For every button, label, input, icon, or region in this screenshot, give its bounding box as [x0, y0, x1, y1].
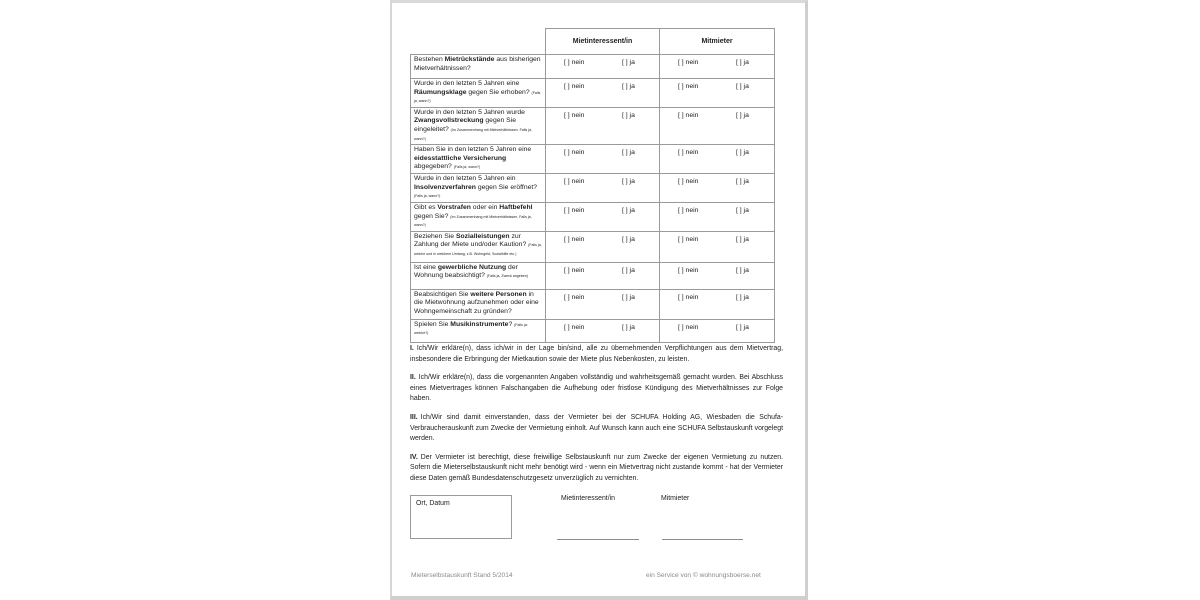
checkbox-no-applicant[interactable]: [ ] nein: [564, 59, 585, 66]
question-keyword: eidesstattliche Versicherung: [414, 154, 507, 162]
question-note: (Im Zusammenhang mit Mietverhältnissen. Falls ja, wann?): [414, 214, 532, 228]
question-note: (Falls ja, wann?): [414, 194, 441, 199]
answer-cell-applicant: [546, 174, 660, 203]
checkbox-no-co-tenant[interactable]: [ ] nein: [678, 83, 699, 90]
question-fragment: Ist eine: [414, 263, 438, 271]
answer-cell-applicant: [546, 55, 660, 79]
place-date-label: Ort, Datum: [416, 500, 450, 507]
question-note: (Falls ja: welche?): [414, 322, 528, 336]
question-keyword: Zwangsvollstreckung: [414, 117, 484, 125]
checkbox-yes-co-tenant[interactable]: [ ] ja: [736, 293, 749, 301]
checkbox-yes-applicant[interactable]: [ ] ja: [622, 59, 635, 66]
checkbox-yes-applicant[interactable]: [ ] ja: [622, 149, 635, 157]
checkbox-no-co-tenant[interactable]: [ ] nein: [678, 149, 699, 157]
table-row: [411, 262, 775, 289]
question-text: [411, 319, 546, 342]
checkbox-yes-applicant[interactable]: [ ] ja: [622, 178, 635, 186]
question-fragment: Wurde in den letzten 5 Jahren eine: [414, 80, 520, 87]
column-header-applicant: Mietinteressent/in: [546, 29, 660, 55]
checkbox-yes-applicant[interactable]: [ ] ja: [622, 293, 635, 301]
declaration-text: Ich/Wir erkläre(n), dass die vorgenannten Angaben vollständig und wahrheitsgemäß gemacht wurden. Bei Abschluss eines Mietvertrages können Falschangaben die Aufhebung oder fristlose Kündigung des Mietverhältnisses zur Folge haben.: [410, 374, 783, 403]
declaration-number: I.: [410, 345, 414, 352]
checkbox-no-applicant[interactable]: [ ] nein: [564, 178, 585, 186]
checkbox-yes-co-tenant[interactable]: [ ] ja: [736, 178, 749, 186]
answer-cell-applicant: [546, 289, 660, 319]
question-fragment: zur Zahlung der Miete und/oder Kaution?: [414, 232, 527, 249]
table-row: [411, 319, 775, 342]
question-fragment: gegen Sie erhoben?: [466, 88, 530, 96]
checkbox-no-co-tenant[interactable]: [ ] nein: [678, 266, 699, 274]
checkbox-yes-co-tenant[interactable]: [ ] ja: [736, 59, 749, 66]
answer-cell-applicant: [546, 107, 660, 144]
question-note: (Falls ja, Zweck angeben): [486, 274, 528, 279]
question-fragment: gegen Sie eröffnet?: [475, 183, 538, 191]
question-keyword: Räumungsklage: [414, 88, 467, 96]
question-fragment: Beabsichtigen Sie: [414, 290, 471, 298]
answer-cell-co-tenant: [660, 107, 775, 144]
footer-version: Mieterselbstauskunft Stand 5/2014: [411, 572, 513, 579]
declaration-item: [410, 453, 783, 485]
tenant-questionnaire-table: [410, 28, 775, 343]
checkbox-yes-applicant[interactable]: [ ] ja: [622, 111, 635, 119]
checkbox-no-co-tenant[interactable]: [ ] nein: [678, 293, 699, 301]
checkbox-no-applicant[interactable]: [ ] nein: [564, 149, 585, 157]
answer-cell-applicant: [546, 319, 660, 342]
question-fragment: Spielen Sie: [414, 320, 451, 328]
question-fragment: Gibt es: [414, 203, 438, 211]
question-text: [411, 262, 546, 289]
applicant-signature-line[interactable]: [557, 539, 639, 540]
answer-cell-applicant: [546, 262, 660, 289]
checkbox-no-co-tenant[interactable]: [ ] nein: [678, 323, 699, 331]
answer-cell-co-tenant: [660, 55, 775, 79]
question-fragment: gegen Sie eingeleitet?: [414, 117, 517, 133]
declarations: [410, 344, 783, 493]
declaration-text: Ich/Wir sind damit einverstanden, dass der Vermieter bei der SCHUFA Holding AG, Wiesbaden die Schufa-Verbraucherauskunft zum Zwecke der Vermietung einholt. Auf Wunsch kann auch eine SCHUFA Selbstauskunft vorgelegt werden.: [410, 413, 783, 443]
table-row: [411, 174, 775, 203]
table-header-row: [411, 29, 775, 55]
question-text: [411, 145, 546, 174]
table-row: [411, 79, 775, 108]
question-note: (Im Zusammenhang mit Mietverhältnissen. Falls ja, wann?): [414, 127, 532, 141]
declaration-number: III.: [410, 413, 418, 421]
checkbox-no-applicant[interactable]: [ ] nein: [564, 206, 585, 214]
declaration-item: [410, 413, 783, 445]
checkbox-no-co-tenant[interactable]: [ ] nein: [678, 235, 699, 243]
question-fragment: ?: [508, 320, 513, 328]
declaration-number: IV.: [410, 453, 418, 461]
checkbox-yes-applicant[interactable]: [ ] ja: [622, 235, 635, 243]
checkbox-yes-co-tenant[interactable]: [ ] ja: [736, 206, 749, 214]
question-fragment: in die Mietwohnung aufzunehmen oder eine Wohngemeinschaft zu gründen?: [414, 290, 539, 315]
declaration-text: Der Vermieter ist berechtigt, diese freiwillige Selbstauskunft nur zum Zwecke der eigenen Vermietung zu nutzen. Sofern die Mieterselbstauskunft nicht mehr benötigt wird - wenn ein Mietvertrag nicht zustande kommt - hat der Vermieter diese Daten gemäß Bundesdatenschutzgesetz unverzüglich zu vernichten.: [410, 453, 783, 482]
checkbox-yes-applicant[interactable]: [ ] ja: [622, 266, 635, 274]
question-keyword: Mietrückstände: [444, 56, 495, 63]
table-row: [411, 202, 775, 231]
question-keyword: Haftbefehl: [499, 203, 533, 211]
checkbox-yes-applicant[interactable]: [ ] ja: [622, 323, 635, 331]
co-tenant-signature-line[interactable]: [662, 539, 743, 540]
question-fragment: aus bisherigen Mietverhältnissen?: [414, 56, 541, 72]
answer-cell-applicant: [546, 231, 660, 262]
question-keyword: Vorstrafen: [437, 203, 471, 211]
declaration-item: [410, 373, 783, 405]
co-tenant-signature-label: Mitmieter: [661, 495, 690, 502]
checkbox-no-applicant[interactable]: [ ] nein: [564, 235, 585, 243]
answer-cell-co-tenant: [660, 262, 775, 289]
question-text: [411, 289, 546, 319]
declaration-number: II.: [410, 374, 416, 382]
checkbox-yes-co-tenant[interactable]: [ ] ja: [736, 323, 749, 331]
checkbox-no-applicant[interactable]: [ ] nein: [564, 111, 585, 119]
question-fragment: gegen Sie?: [414, 212, 449, 220]
checkbox-yes-co-tenant[interactable]: [ ] ja: [736, 235, 749, 243]
question-text: [411, 107, 546, 144]
header-empty-cell: [411, 29, 546, 55]
applicant-signature-label: Mietinteressent/in: [561, 495, 616, 502]
checkbox-yes-co-tenant[interactable]: [ ] ja: [736, 149, 749, 157]
question-note: (Falls ja, welche und in welchem Umfang, z.B. Wohngeld, Sozialhilfe etc.): [414, 243, 542, 256]
checkbox-no-co-tenant[interactable]: [ ] nein: [678, 178, 699, 186]
table-row: [411, 289, 775, 319]
question-note: (Falls ja, wann?): [414, 90, 541, 104]
answer-cell-co-tenant: [660, 79, 775, 108]
answer-cell-co-tenant: [660, 289, 775, 319]
checkbox-no-co-tenant[interactable]: [ ] nein: [678, 206, 699, 214]
checkbox-yes-applicant[interactable]: [ ] ja: [622, 83, 635, 90]
question-note: (Falls ja, wann?): [453, 165, 481, 170]
question-text: [411, 79, 546, 108]
question-fragment: Beziehen Sie: [414, 232, 456, 240]
question-keyword: Sozialleistungen: [455, 232, 510, 240]
checkbox-no-co-tenant[interactable]: [ ] nein: [678, 59, 699, 66]
answer-cell-co-tenant: [660, 174, 775, 203]
table-row: [411, 55, 775, 79]
checkbox-yes-co-tenant[interactable]: [ ] ja: [736, 111, 749, 119]
question-fragment: Wurde in den letzten 5 Jahren ein: [414, 175, 516, 183]
checkbox-no-applicant[interactable]: [ ] nein: [564, 83, 585, 90]
question-keyword: Musikinstrumente: [450, 320, 509, 328]
checkbox-yes-co-tenant[interactable]: [ ] ja: [736, 266, 749, 274]
question-fragment: oder ein: [470, 203, 500, 211]
answer-cell-co-tenant: [660, 319, 775, 342]
question-fragment: der Wohnung beabsichtigt?: [414, 263, 518, 280]
question-keyword: gewerbliche Nutzung: [437, 263, 507, 271]
footer-service-credit: ein Service von © wohnungsboerse.net: [646, 572, 761, 579]
table-row: [411, 231, 775, 262]
question-fragment: Bestehen: [414, 56, 445, 63]
checkbox-no-co-tenant[interactable]: [ ] nein: [678, 111, 699, 119]
checkbox-yes-co-tenant[interactable]: [ ] ja: [736, 83, 749, 90]
column-header-co-tenant: Mitmieter: [660, 29, 775, 55]
question-keyword: weitere Personen: [470, 290, 527, 298]
declaration-text: Ich/Wir erkläre(n), dass ich/wir in der Lage bin/sind, alle zu übernehmenden Verpflichtungen aus dem Mietvertrag, insbesondere die Erbringung der Mietkaution sowie der Miete plus Nebenkosten, zu leisten.: [410, 345, 783, 363]
checkbox-no-applicant[interactable]: [ ] nein: [564, 293, 585, 301]
answer-cell-applicant: [546, 145, 660, 174]
question-rows: [411, 55, 775, 343]
checkbox-yes-applicant[interactable]: [ ] ja: [622, 206, 635, 214]
table-row: [411, 107, 775, 144]
answer-cell-co-tenant: [660, 231, 775, 262]
table-row: [411, 145, 775, 174]
question-text: [411, 231, 546, 262]
checkbox-no-applicant[interactable]: [ ] nein: [564, 323, 585, 331]
question-text: [411, 174, 546, 203]
answer-cell-co-tenant: [660, 145, 775, 174]
question-text: [411, 202, 546, 231]
question-fragment: Wurde in den letzten 5 Jahren wurde: [414, 108, 525, 116]
answer-cell-co-tenant: [660, 202, 775, 231]
answer-cell-applicant: [546, 79, 660, 108]
answer-cell-applicant: [546, 202, 660, 231]
declaration-item: [410, 344, 783, 365]
question-keyword: Insolvenzverfahren: [414, 183, 476, 191]
question-fragment: abgegeben?: [414, 163, 452, 171]
checkbox-no-applicant[interactable]: [ ] nein: [564, 266, 585, 274]
place-date-field[interactable]: [410, 495, 512, 539]
question-fragment: Haben Sie in den letzten 5 Jahren eine: [414, 146, 532, 154]
question-text: [411, 55, 546, 79]
